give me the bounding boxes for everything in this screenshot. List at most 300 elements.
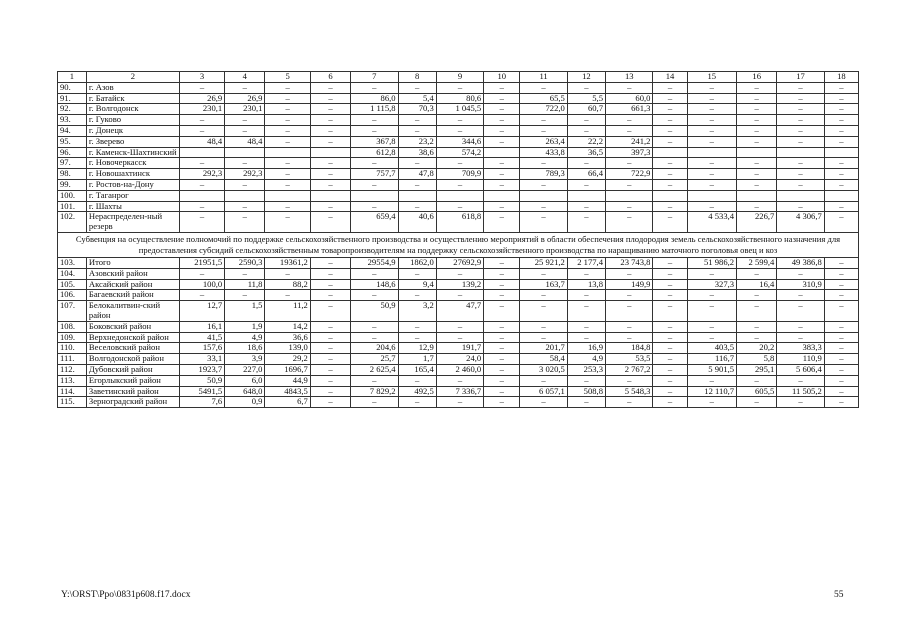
cell-value: – [737, 301, 777, 322]
row-number: 110. [58, 343, 87, 354]
cell-value: – [351, 268, 398, 279]
cell-value: – [653, 158, 687, 169]
cell-value: – [265, 212, 310, 233]
cell-value: – [567, 158, 605, 169]
row-number: 100. [58, 190, 87, 201]
cell-value: 0,9 [225, 397, 265, 408]
row-name: Аксайский район [86, 279, 179, 290]
cell-value: 204,6 [351, 343, 398, 354]
cell-value: – [824, 104, 858, 115]
table-row [58, 354, 859, 365]
cell-value: – [351, 397, 398, 408]
cell-value: – [310, 201, 350, 212]
table-row [58, 279, 859, 290]
cell-value: 5,8 [737, 354, 777, 365]
cell-value: – [225, 158, 265, 169]
cell-value: 14,2 [265, 321, 310, 332]
cell-value: – [225, 125, 265, 136]
cell-value: 263,4 [520, 136, 567, 147]
cell-value: – [484, 301, 520, 322]
cell-value: – [567, 375, 605, 386]
cell-value: 605,5 [737, 386, 777, 397]
cell-value: 5,4 [398, 93, 436, 104]
cell-value: – [225, 212, 265, 233]
cell-value: – [484, 125, 520, 136]
column-header: 15 [687, 72, 737, 83]
cell-value: – [310, 179, 350, 190]
cell-value: – [824, 332, 858, 343]
cell-value: 492,5 [398, 386, 436, 397]
cell-value: – [179, 201, 224, 212]
row-number: 108. [58, 321, 87, 332]
cell-value: – [824, 321, 858, 332]
cell-value: – [653, 301, 687, 322]
cell-value: – [687, 82, 737, 93]
cell-value: – [436, 158, 483, 169]
cell-value: – [225, 268, 265, 279]
table-row [58, 93, 859, 104]
cell-value [737, 190, 777, 201]
cell-value: – [777, 290, 824, 301]
table-row [58, 364, 859, 375]
cell-value: 7,6 [179, 397, 224, 408]
cell-value: – [737, 93, 777, 104]
cell-value: 11 505,2 [777, 386, 824, 397]
column-header: 12 [567, 72, 605, 83]
cell-value [824, 147, 858, 158]
row-name: г. Гуково [86, 115, 179, 126]
cell-value: – [484, 343, 520, 354]
cell-value: 397,3 [606, 147, 653, 158]
column-header: 5 [265, 72, 310, 83]
table-row [58, 82, 859, 93]
cell-value: – [351, 201, 398, 212]
cell-value: – [351, 321, 398, 332]
cell-value: – [179, 125, 224, 136]
cell-value: 157,6 [179, 343, 224, 354]
column-header: 18 [824, 72, 858, 83]
cell-value: – [484, 332, 520, 343]
cell-value: – [310, 321, 350, 332]
cell-value: – [824, 115, 858, 126]
cell-value: – [737, 332, 777, 343]
cell-value: – [737, 104, 777, 115]
cell-value: 230,1 [225, 104, 265, 115]
cell-value: – [824, 212, 858, 233]
row-number: 99. [58, 179, 87, 190]
cell-value: – [567, 321, 605, 332]
cell-value: 661,3 [606, 104, 653, 115]
cell-value: – [653, 125, 687, 136]
cell-value: – [310, 169, 350, 180]
cell-value: – [653, 169, 687, 180]
cell-value: – [824, 125, 858, 136]
cell-value: – [687, 290, 737, 301]
cell-value: – [824, 93, 858, 104]
cell-value: – [310, 364, 350, 375]
row-number: 111. [58, 354, 87, 365]
cell-value: – [436, 82, 483, 93]
cell-value: 722,9 [606, 169, 653, 180]
cell-value: 58,4 [520, 354, 567, 365]
cell-value: 722,0 [520, 104, 567, 115]
cell-value: 226,7 [737, 212, 777, 233]
cell-value: – [265, 125, 310, 136]
row-number: 94. [58, 125, 87, 136]
cell-value [436, 190, 483, 201]
cell-value: 29,2 [265, 354, 310, 365]
cell-value: 44,9 [265, 375, 310, 386]
row-name: Веселовский район [86, 343, 179, 354]
cell-value: 70,3 [398, 104, 436, 115]
row-number: 102. [58, 212, 87, 233]
cell-value: 4 306,7 [777, 212, 824, 233]
cell-value: – [179, 82, 224, 93]
cell-value: – [520, 201, 567, 212]
cell-value: 6,7 [265, 397, 310, 408]
cell-value: – [606, 82, 653, 93]
cell-value: 165,4 [398, 364, 436, 375]
cell-value: – [777, 169, 824, 180]
cell-value: – [687, 104, 737, 115]
cell-value: 163,7 [520, 279, 567, 290]
cell-value: 789,3 [520, 169, 567, 180]
cell-value: 24,0 [436, 354, 483, 365]
cell-value: 5 548,3 [606, 386, 653, 397]
page-number: 55 [834, 590, 844, 600]
cell-value: – [351, 179, 398, 190]
cell-value: – [687, 301, 737, 322]
cell-value [310, 190, 350, 201]
cell-value: 344,6 [436, 136, 483, 147]
cell-value [398, 190, 436, 201]
cell-value: 310,9 [777, 279, 824, 290]
cell-value: – [567, 332, 605, 343]
cell-value: – [398, 82, 436, 93]
cell-value: 12 110,7 [687, 386, 737, 397]
cell-value [777, 190, 824, 201]
cell-value: – [687, 201, 737, 212]
cell-value: 47,8 [398, 169, 436, 180]
cell-value: – [436, 201, 483, 212]
cell-value: 403,5 [687, 343, 737, 354]
cell-value: – [777, 158, 824, 169]
row-name: г. Новочеркасск [86, 158, 179, 169]
cell-value: – [606, 301, 653, 322]
cell-value: 433,8 [520, 147, 567, 158]
cell-value: 1923,7 [179, 364, 224, 375]
cell-value: 1696,7 [265, 364, 310, 375]
cell-value: – [265, 115, 310, 126]
row-name: г. Донецк [86, 125, 179, 136]
row-name: Азовский район [86, 268, 179, 279]
cell-value: – [737, 158, 777, 169]
row-number: 115. [58, 397, 87, 408]
row-name: Боковский район [86, 321, 179, 332]
cell-value: – [606, 201, 653, 212]
cell-value: 149,9 [606, 279, 653, 290]
cell-value: 5 606,4 [777, 364, 824, 375]
cell-value: – [520, 212, 567, 233]
cell-value: – [310, 301, 350, 322]
cell-value: – [310, 158, 350, 169]
cell-value: – [520, 82, 567, 93]
row-number: 107. [58, 301, 87, 322]
cell-value: 3 020,5 [520, 364, 567, 375]
cell-value: 26,9 [179, 93, 224, 104]
row-number: 114. [58, 386, 87, 397]
row-number: 90. [58, 82, 87, 93]
cell-value: 4,9 [567, 354, 605, 365]
cell-value: 4843,5 [265, 386, 310, 397]
cell-value [225, 147, 265, 158]
cell-value: 36,5 [567, 147, 605, 158]
cell-value: – [777, 93, 824, 104]
cell-value: – [484, 279, 520, 290]
cell-value: – [484, 354, 520, 365]
cell-value: – [310, 136, 350, 147]
cell-value: – [824, 386, 858, 397]
cell-value: – [436, 321, 483, 332]
cell-value: 80,6 [436, 93, 483, 104]
cell-value: 60,7 [567, 104, 605, 115]
cell-value: – [606, 375, 653, 386]
cell-value: – [777, 268, 824, 279]
cell-value: – [351, 125, 398, 136]
cell-value: 19361,2 [265, 257, 310, 268]
cell-value: – [737, 201, 777, 212]
cell-value: 5,5 [567, 93, 605, 104]
cell-value: 13,8 [567, 279, 605, 290]
cell-value: – [687, 169, 737, 180]
cell-value [484, 147, 520, 158]
cell-value: – [310, 268, 350, 279]
cell-value: – [737, 397, 777, 408]
cell-value: 48,4 [225, 136, 265, 147]
cell-value: – [351, 82, 398, 93]
cell-value: – [225, 179, 265, 190]
cell-value: – [310, 397, 350, 408]
cell-value: 618,8 [436, 212, 483, 233]
cell-value: 2 460,0 [436, 364, 483, 375]
cell-value: 757,7 [351, 169, 398, 180]
cell-value: 38,6 [398, 147, 436, 158]
budget-table [57, 71, 859, 408]
cell-value: – [687, 158, 737, 169]
cell-value: 292,3 [179, 169, 224, 180]
cell-value [265, 190, 310, 201]
table-row [58, 268, 859, 279]
table-row [58, 212, 859, 233]
cell-value [687, 190, 737, 201]
section-title: Субвенция на осуществление полномочий по поддержке сельскохозяйственного производства и осуществлению мероприятий в области обеспечения плодородия земель сельскохозяйственного назначения для предоставления субсидий сельскохозяйственным товаропроизводителям на поддержку сельскохозяйственного производства по наращиванию маточного поголовья овец и коз [58, 232, 859, 257]
cell-value: – [351, 332, 398, 343]
cell-value: 12,9 [398, 343, 436, 354]
row-name: Заветинский район [86, 386, 179, 397]
row-name: г. Новошахтинск [86, 169, 179, 180]
table-row [58, 169, 859, 180]
cell-value: 88,2 [265, 279, 310, 290]
cell-value: – [398, 290, 436, 301]
cell-value: – [653, 375, 687, 386]
cell-value: – [567, 268, 605, 279]
cell-value: – [520, 290, 567, 301]
cell-value: – [398, 158, 436, 169]
row-number: 96. [58, 147, 87, 158]
table-row [58, 386, 859, 397]
cell-value: 66,4 [567, 169, 605, 180]
table-row [58, 301, 859, 322]
cell-value: – [777, 301, 824, 322]
cell-value: – [606, 321, 653, 332]
row-name: г. Ростов-на-Дону [86, 179, 179, 190]
cell-value: – [484, 158, 520, 169]
cell-value: – [653, 136, 687, 147]
cell-value: – [737, 115, 777, 126]
column-header: 7 [351, 72, 398, 83]
cell-value: – [824, 290, 858, 301]
cell-value: 7 829,2 [351, 386, 398, 397]
cell-value: 1862,0 [398, 257, 436, 268]
cell-value: – [225, 290, 265, 301]
cell-value [225, 190, 265, 201]
cell-value: 4 533,4 [687, 212, 737, 233]
cell-value: – [567, 301, 605, 322]
cell-value: 47,7 [436, 301, 483, 322]
cell-value [653, 147, 687, 158]
cell-value: – [653, 104, 687, 115]
cell-value: – [484, 93, 520, 104]
cell-value: – [687, 136, 737, 147]
cell-value: – [606, 332, 653, 343]
table-row [58, 158, 859, 169]
cell-value: – [484, 364, 520, 375]
cell-value: – [737, 125, 777, 136]
row-number: 101. [58, 201, 87, 212]
cell-value: – [777, 104, 824, 115]
cell-value: – [484, 201, 520, 212]
cell-value: – [351, 115, 398, 126]
cell-value: – [179, 268, 224, 279]
table-row [58, 201, 859, 212]
cell-value: – [484, 257, 520, 268]
column-header: 6 [310, 72, 350, 83]
cell-value: – [484, 82, 520, 93]
table-row [58, 104, 859, 115]
column-header: 16 [737, 72, 777, 83]
cell-value: – [351, 158, 398, 169]
cell-value [265, 147, 310, 158]
cell-value: – [398, 115, 436, 126]
cell-value: – [520, 268, 567, 279]
cell-value: – [824, 169, 858, 180]
cell-value [179, 190, 224, 201]
cell-value: – [777, 375, 824, 386]
cell-value [310, 147, 350, 158]
cell-value: – [310, 82, 350, 93]
cell-value: – [436, 115, 483, 126]
cell-value: 23 743,8 [606, 257, 653, 268]
cell-value: 612,8 [351, 147, 398, 158]
row-number: 95. [58, 136, 87, 147]
cell-value: – [824, 301, 858, 322]
cell-value: 11,8 [225, 279, 265, 290]
cell-value: – [265, 290, 310, 301]
cell-value: 60,0 [606, 93, 653, 104]
row-name: Дубовский район [86, 364, 179, 375]
row-name: Нераспределен-ный резерв [86, 212, 179, 233]
cell-value: – [265, 169, 310, 180]
cell-value: – [398, 179, 436, 190]
cell-value: – [606, 179, 653, 190]
cell-value: – [225, 115, 265, 126]
cell-value: – [520, 115, 567, 126]
cell-value: – [777, 82, 824, 93]
row-number: 104. [58, 268, 87, 279]
cell-value [520, 190, 567, 201]
cell-value: – [653, 212, 687, 233]
cell-value: – [484, 115, 520, 126]
cell-value: – [398, 201, 436, 212]
cell-value: – [824, 82, 858, 93]
cell-value: 5491,5 [179, 386, 224, 397]
cell-value: – [687, 268, 737, 279]
cell-value: 53,5 [606, 354, 653, 365]
row-number: 103. [58, 257, 87, 268]
cell-value: – [436, 397, 483, 408]
row-name: Верхнедонской район [86, 332, 179, 343]
cell-value: 22,2 [567, 136, 605, 147]
cell-value: – [653, 364, 687, 375]
cell-value: – [225, 82, 265, 93]
cell-value: – [777, 179, 824, 190]
cell-value: – [310, 343, 350, 354]
cell-value: – [484, 169, 520, 180]
cell-value: – [653, 201, 687, 212]
cell-value: – [653, 343, 687, 354]
cell-value: – [179, 179, 224, 190]
cell-value: – [824, 343, 858, 354]
cell-value: – [737, 136, 777, 147]
table-row [58, 115, 859, 126]
cell-value: 100,0 [179, 279, 224, 290]
cell-value: 4,9 [225, 332, 265, 343]
cell-value: – [310, 212, 350, 233]
cell-value: – [520, 301, 567, 322]
cell-value: 25 921,2 [520, 257, 567, 268]
cell-value: 116,7 [687, 354, 737, 365]
cell-value: 29554,9 [351, 257, 398, 268]
cell-value: – [398, 375, 436, 386]
cell-value: 27692,9 [436, 257, 483, 268]
row-name: Итого [86, 257, 179, 268]
cell-value [179, 147, 224, 158]
cell-value: – [737, 290, 777, 301]
column-header: 8 [398, 72, 436, 83]
cell-value: 201,7 [520, 343, 567, 354]
cell-value: – [777, 125, 824, 136]
cell-value: – [653, 354, 687, 365]
cell-value: – [310, 332, 350, 343]
cell-value: – [520, 179, 567, 190]
cell-value: – [310, 375, 350, 386]
cell-value: – [436, 268, 483, 279]
header-row [58, 72, 859, 83]
row-name: г. Батайск [86, 93, 179, 104]
cell-value: – [606, 290, 653, 301]
cell-value: – [737, 375, 777, 386]
cell-value: – [398, 268, 436, 279]
